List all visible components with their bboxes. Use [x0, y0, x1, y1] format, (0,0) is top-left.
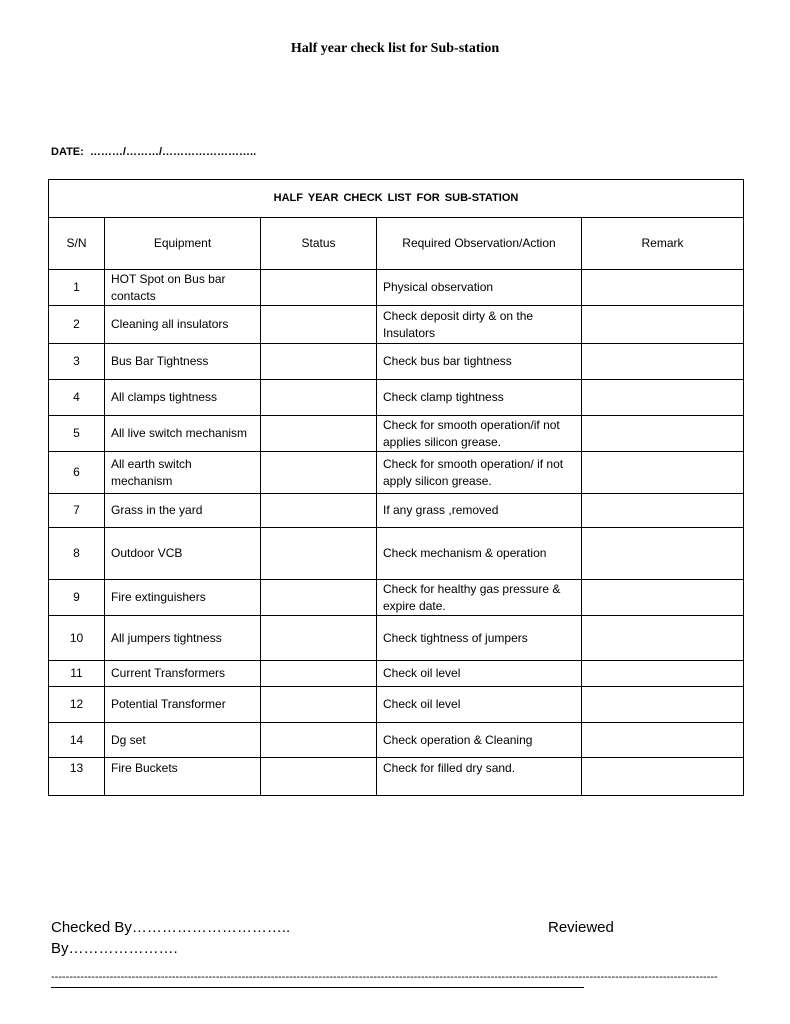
row-equipment: Dg set — [105, 723, 261, 758]
row-equipment: HOT Spot on Bus bar contacts — [105, 270, 261, 306]
table-row — [49, 494, 744, 528]
table-row — [49, 661, 744, 687]
row-sn: 5 — [49, 416, 105, 452]
row-equipment: Potential Transformer — [105, 687, 261, 723]
row-action: Check oil level — [377, 661, 582, 687]
date-field: DATE: ………/………/…………………….. — [51, 146, 257, 158]
row-status — [261, 270, 377, 306]
column-header-action: Required Observation/Action — [377, 218, 582, 270]
reviewed-by-label: Reviewed — [548, 919, 614, 936]
row-sn: 14 — [49, 723, 105, 758]
row-action: Check oil level — [377, 687, 582, 723]
row-remark — [582, 616, 744, 661]
row-action: Check for filled dry sand. — [377, 758, 582, 796]
column-header-sn: S/N — [49, 218, 105, 270]
table-row — [49, 723, 744, 758]
row-equipment: Fire extinguishers — [105, 580, 261, 616]
row-remark — [582, 344, 744, 380]
row-status — [261, 687, 377, 723]
row-remark — [582, 416, 744, 452]
reviewed-by-field: By…………………. — [51, 940, 178, 957]
row-sn: 4 — [49, 380, 105, 416]
row-remark — [582, 494, 744, 528]
row-status — [261, 723, 377, 758]
row-action: Check deposit dirty & on the Insulators — [377, 306, 582, 344]
row-status — [261, 580, 377, 616]
row-status — [261, 306, 377, 344]
row-equipment: Grass in the yard — [105, 494, 261, 528]
row-remark — [582, 758, 744, 796]
row-equipment: Cleaning all insulators — [105, 306, 261, 344]
column-header-row — [49, 218, 744, 270]
row-equipment: Fire Buckets — [105, 758, 261, 796]
row-action: Check for smooth operation/ if not apply silicon grease. — [377, 452, 582, 494]
table-row — [49, 306, 744, 344]
separator-rule — [51, 987, 584, 988]
row-remark — [582, 661, 744, 687]
row-action: Check clamp tightness — [377, 380, 582, 416]
column-header-status: Status — [261, 218, 377, 270]
row-remark — [582, 723, 744, 758]
row-equipment: Outdoor VCB — [105, 528, 261, 580]
checked-by-field: Checked By………………………….. — [51, 919, 291, 936]
row-action: Check mechanism & operation — [377, 528, 582, 580]
row-action: Check tightness of jumpers — [377, 616, 582, 661]
row-equipment: All live switch mechanism — [105, 416, 261, 452]
row-sn: 8 — [49, 528, 105, 580]
row-action: Check for smooth operation/if not applies silicon grease. — [377, 416, 582, 452]
row-remark — [582, 528, 744, 580]
row-status — [261, 344, 377, 380]
signature-block — [51, 917, 631, 957]
row-action: Check operation & Cleaning — [377, 723, 582, 758]
table-row — [49, 580, 744, 616]
row-equipment: Current Transformers — [105, 661, 261, 687]
row-sn: 3 — [49, 344, 105, 380]
row-sn: 10 — [49, 616, 105, 661]
row-action: Check for healthy gas pressure & expire date. — [377, 580, 582, 616]
row-status — [261, 416, 377, 452]
table-row — [49, 344, 744, 380]
row-remark — [582, 306, 744, 344]
row-remark — [582, 270, 744, 306]
row-equipment: All earth switch mechanism — [105, 452, 261, 494]
table-heading: HALF YEAR CHECK LIST FOR SUB-STATION — [49, 180, 744, 218]
row-equipment: All clamps tightness — [105, 380, 261, 416]
table-heading-row — [49, 180, 744, 218]
row-action: Physical observation — [377, 270, 582, 306]
row-status — [261, 380, 377, 416]
row-sn: 6 — [49, 452, 105, 494]
column-header-equipment: Equipment — [105, 218, 261, 270]
row-sn: 1 — [49, 270, 105, 306]
row-status — [261, 494, 377, 528]
row-status — [261, 452, 377, 494]
dashed-separator: -------------------------------------------------------------------------------------------------------------------------------------------------------------------------------------- — [51, 971, 718, 983]
table-row — [49, 687, 744, 723]
row-status — [261, 758, 377, 796]
table-row — [49, 380, 744, 416]
table-row — [49, 452, 744, 494]
row-sn: 7 — [49, 494, 105, 528]
row-action: If any grass ,removed — [377, 494, 582, 528]
row-remark — [582, 452, 744, 494]
row-status — [261, 616, 377, 661]
row-equipment: Bus Bar Tightness — [105, 344, 261, 380]
row-equipment: All jumpers tightness — [105, 616, 261, 661]
row-sn: 2 — [49, 306, 105, 344]
row-sn: 13 — [49, 758, 105, 796]
row-sn: 12 — [49, 687, 105, 723]
row-sn: 9 — [49, 580, 105, 616]
table-row — [49, 758, 744, 796]
document-title: Half year check list for Sub-station — [290, 41, 500, 56]
table-row — [49, 270, 744, 306]
row-remark — [582, 687, 744, 723]
column-header-remark: Remark — [582, 218, 744, 270]
row-status — [261, 528, 377, 580]
table-row — [49, 528, 744, 580]
row-sn: 11 — [49, 661, 105, 687]
row-status — [261, 661, 377, 687]
row-remark — [582, 580, 744, 616]
table-row — [49, 416, 744, 452]
row-remark — [582, 380, 744, 416]
table-row — [49, 616, 744, 661]
checklist-table — [48, 179, 744, 796]
row-action: Check bus bar tightness — [377, 344, 582, 380]
